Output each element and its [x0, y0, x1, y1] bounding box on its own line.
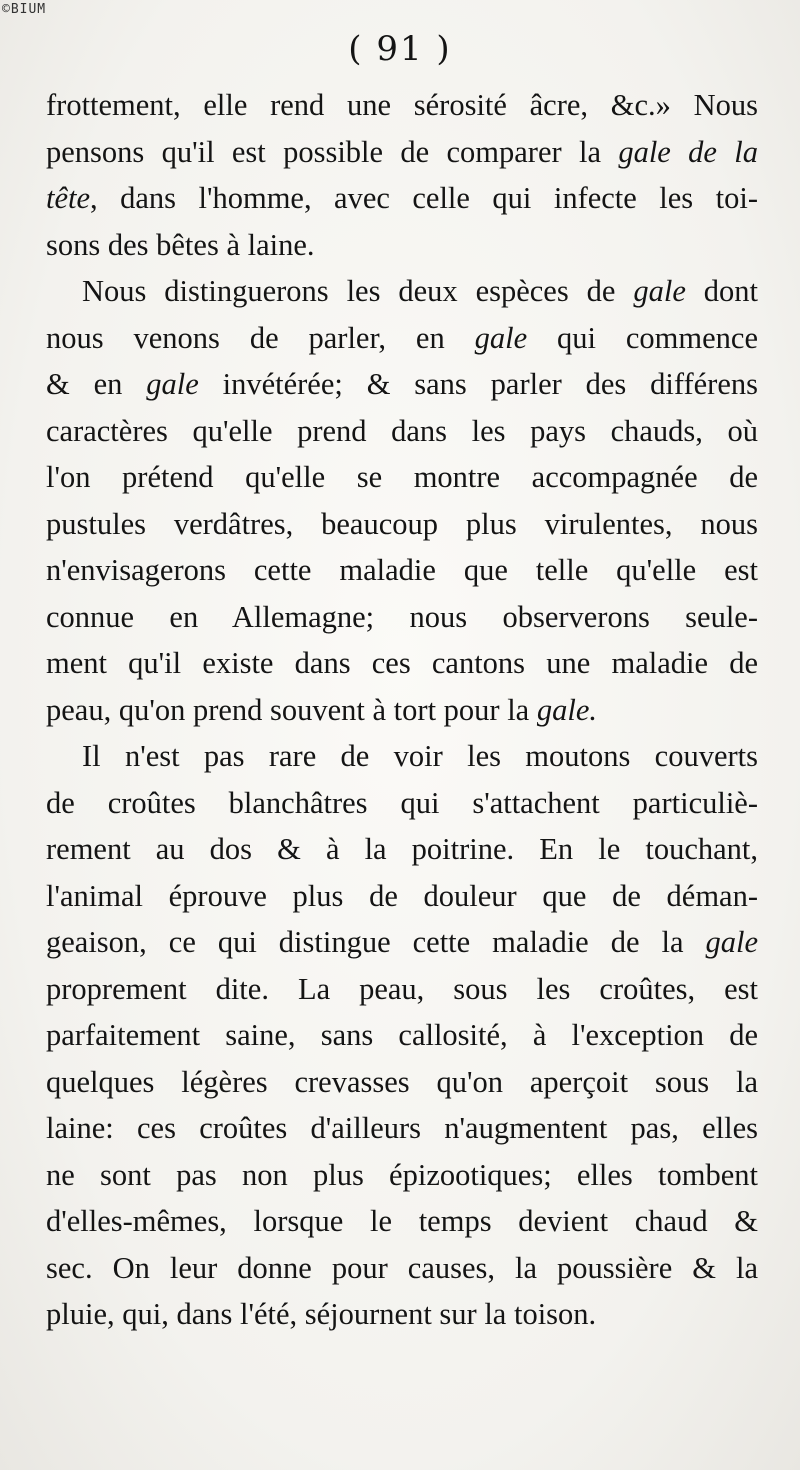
- text-segment: frottement, elle rend une sérosité âcre, &c.» Nous: [46, 88, 758, 122]
- text-segment: Nous distinguerons les deux espèces de: [82, 274, 634, 308]
- text-segment: ne sont pas non plus épizootiques; elles tombent: [46, 1157, 758, 1192]
- italic-text: gale: [705, 925, 758, 959]
- text-line: [46, 1198, 758, 1245]
- text-line: [46, 966, 758, 1013]
- text-line: [46, 315, 758, 362]
- text-segment: rement au dos & à la poitrine. En le touchant,: [46, 832, 758, 866]
- text-line: [46, 873, 758, 920]
- text-segment: nous venons de parler, en: [46, 320, 475, 355]
- text-line: [46, 826, 758, 873]
- text-line: [46, 594, 758, 641]
- italic-text: gale de la: [618, 134, 758, 169]
- text-segment: sec. On leur donne pour causes, la poussière & la: [46, 1250, 758, 1285]
- text-segment: connue en Allemagne; nous observerons seule-: [46, 599, 758, 634]
- text-line: [46, 501, 758, 548]
- text-line: [46, 1012, 758, 1059]
- text-line: [46, 687, 758, 734]
- text-line: [46, 733, 758, 780]
- text-line: [46, 408, 758, 455]
- text-segment: n'envisagerons cette maladie que telle qu'elle est: [46, 553, 758, 587]
- text-segment: proprement dite. La peau, sous les croûtes, est: [46, 971, 758, 1006]
- text-line: [46, 640, 758, 687]
- text-line: [46, 222, 758, 269]
- text-line: [46, 175, 758, 222]
- text-segment: caractères qu'elle prend dans les pays chauds, où: [46, 413, 758, 448]
- italic-text: gale: [146, 367, 199, 401]
- text-segment: pensons qu'il est possible de comparer la: [46, 134, 619, 169]
- text-segment: geaison, ce qui distingue cette maladie de la: [46, 925, 706, 959]
- text-segment: peau, qu'on prend souvent à tort pour la: [46, 692, 537, 727]
- body-text: [46, 82, 758, 1338]
- text-segment: quelques légères crevasses qu'on aperçoit sous la: [46, 1064, 758, 1099]
- text-segment: ment qu'il existe dans ces cantons une maladie de: [46, 646, 758, 680]
- text-line: [46, 268, 758, 315]
- italic-text: gale: [633, 274, 686, 308]
- text-segment: de croûtes blanchâtres qui s'attachent particuliè-: [46, 785, 758, 820]
- text-line: [46, 1152, 758, 1199]
- text-segment: dont: [685, 274, 758, 308]
- text-line: [46, 82, 758, 129]
- text-segment: & en: [46, 367, 147, 401]
- text-segment: parfaitement saine, sans callosité, à l'exception de: [46, 1018, 758, 1052]
- text-line: [46, 780, 758, 827]
- text-segment: pustules verdâtres, beaucoup plus virulentes, nous: [46, 506, 758, 541]
- text-segment: Il n'est pas rare de voir les moutons couverts: [82, 739, 758, 773]
- page-number: [0, 28, 800, 70]
- text-line: [46, 1245, 758, 1292]
- italic-text: gale.: [536, 692, 597, 727]
- italic-text: tête: [46, 181, 91, 215]
- page-number-text: ( 91 ): [348, 29, 452, 69]
- text-line: [46, 1291, 758, 1338]
- italic-text: gale: [474, 320, 528, 355]
- text-line: [46, 1059, 758, 1106]
- text-segment: qui commence: [527, 320, 758, 355]
- text-segment: l'on prétend qu'elle se montre accompagnée de: [46, 460, 758, 494]
- text-line: [46, 1105, 758, 1152]
- text-line: [46, 454, 758, 501]
- text-segment: pluie, qui, dans l'été, séjournent sur la toison.: [46, 1297, 597, 1331]
- watermark: ©BIUM: [2, 2, 47, 17]
- text-segment: sons des bêtes à laine.: [46, 227, 315, 262]
- text-segment: , dans l'homme, avec celle qui infecte les toi-: [90, 181, 758, 215]
- text-line: [46, 919, 758, 966]
- text-segment: laine: ces croûtes d'ailleurs n'augmentent pas, elles: [46, 1111, 758, 1145]
- text-segment: invétérée; & sans parler des différens: [198, 367, 758, 401]
- text-segment: l'animal éprouve plus de douleur que de déman-: [46, 878, 758, 913]
- text-line: [46, 361, 758, 408]
- text-segment: d'elles-mêmes, lorsque le temps devient chaud &: [46, 1204, 758, 1238]
- text-line: [46, 547, 758, 594]
- text-line: [46, 129, 758, 176]
